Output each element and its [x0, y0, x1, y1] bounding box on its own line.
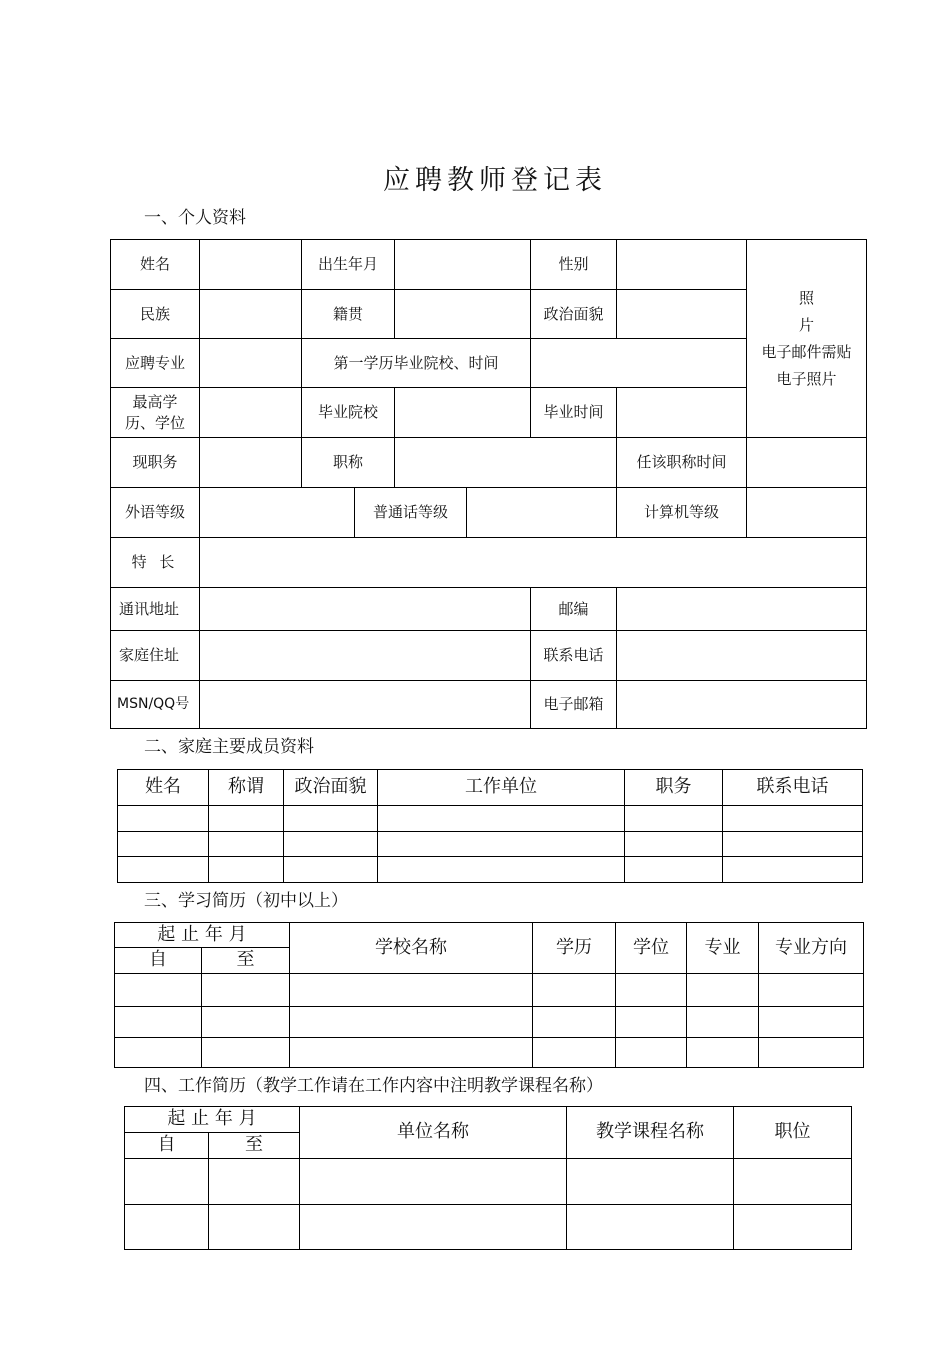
native-place-field[interactable]	[395, 290, 531, 339]
family-header: 工作单位	[378, 770, 625, 806]
page-title: 应聘教师登记表	[383, 165, 607, 196]
study-cell[interactable]	[202, 1006, 290, 1037]
gender-label: 性别	[531, 240, 617, 290]
study-cell[interactable]	[533, 973, 616, 1006]
graduate-school-field[interactable]	[395, 388, 531, 438]
work-courses-header: 教学课程名称	[567, 1107, 734, 1159]
study-cell[interactable]	[759, 1037, 864, 1067]
family-header: 联系电话	[723, 770, 863, 806]
study-cell[interactable]	[290, 1006, 533, 1037]
family-cell[interactable]	[625, 832, 723, 857]
name-label: 姓名	[111, 240, 200, 290]
im-field[interactable]	[200, 681, 531, 729]
study-period-header: 起 止 年 月	[115, 923, 290, 948]
work-table	[124, 1106, 852, 1250]
specialty-field[interactable]	[200, 538, 867, 588]
personal-info-table	[110, 239, 867, 729]
title-field[interactable]	[395, 438, 617, 488]
family-cell[interactable]	[378, 857, 625, 883]
work-cell[interactable]	[300, 1205, 567, 1250]
study-cell[interactable]	[115, 1006, 202, 1037]
study-cell[interactable]	[202, 973, 290, 1006]
study-cell[interactable]	[290, 1037, 533, 1067]
table-row	[118, 832, 863, 857]
work-cell[interactable]	[734, 1205, 852, 1250]
postcode-label: 邮编	[531, 588, 617, 631]
family-header: 职务	[625, 770, 723, 806]
table-row	[115, 1006, 864, 1037]
gender-field[interactable]	[617, 240, 747, 290]
postcode-field[interactable]	[617, 588, 867, 631]
study-cell[interactable]	[687, 1037, 759, 1067]
family-header: 称谓	[209, 770, 284, 806]
graduate-time-label: 毕业时间	[531, 388, 617, 438]
table-row	[125, 1159, 852, 1205]
ethnicity-label: 民族	[111, 290, 200, 339]
foreign-language-label: 外语等级	[111, 488, 200, 538]
foreign-language-field[interactable]	[200, 488, 355, 538]
family-cell[interactable]	[284, 857, 378, 883]
work-cell[interactable]	[209, 1159, 300, 1205]
graduate-school-label: 毕业院校	[302, 388, 395, 438]
family-cell[interactable]	[284, 806, 378, 832]
family-cell[interactable]	[625, 806, 723, 832]
graduate-time-field[interactable]	[617, 388, 747, 438]
work-cell[interactable]	[567, 1159, 734, 1205]
work-cell[interactable]	[300, 1159, 567, 1205]
study-cell[interactable]	[616, 973, 687, 1006]
work-cell[interactable]	[125, 1159, 209, 1205]
computer-field[interactable]	[747, 488, 867, 538]
native-place-label: 籍贯	[302, 290, 395, 339]
name-field[interactable]	[200, 240, 302, 290]
work-to-header: 至	[209, 1133, 300, 1159]
study-cell[interactable]	[687, 973, 759, 1006]
family-cell[interactable]	[118, 857, 209, 883]
applied-major-label: 应聘专业	[111, 339, 200, 388]
family-cell[interactable]	[118, 832, 209, 857]
work-period-header: 起 止 年 月	[125, 1107, 300, 1133]
study-major-header: 专业	[687, 923, 759, 974]
table-row	[125, 1205, 852, 1250]
family-cell[interactable]	[378, 806, 625, 832]
title-time-field[interactable]	[747, 438, 867, 488]
title-time-label: 任该职称时间	[617, 438, 747, 488]
family-cell[interactable]	[723, 806, 863, 832]
address-label: 通讯地址	[111, 588, 200, 631]
family-cell[interactable]	[209, 806, 284, 832]
computer-label: 计算机等级	[617, 488, 747, 538]
photo-box[interactable]	[747, 240, 867, 438]
family-cell[interactable]	[723, 857, 863, 883]
family-cell[interactable]	[209, 857, 284, 883]
family-cell[interactable]	[378, 832, 625, 857]
family-header: 政治面貌	[284, 770, 378, 806]
highest-degree-label: 最高学历、学位	[111, 388, 200, 438]
study-table	[114, 922, 864, 1068]
study-cell[interactable]	[533, 1006, 616, 1037]
family-table	[117, 769, 863, 883]
study-cell[interactable]	[533, 1037, 616, 1067]
work-unit-header: 单位名称	[300, 1107, 567, 1159]
family-header: 姓名	[118, 770, 209, 806]
current-position-field[interactable]	[200, 438, 302, 488]
study-cell[interactable]	[616, 1037, 687, 1067]
table-row	[118, 806, 863, 832]
im-label: MSN/QQ号	[111, 681, 200, 729]
photo-line: 片	[799, 315, 815, 334]
family-cell[interactable]	[625, 857, 723, 883]
study-cell[interactable]	[115, 973, 202, 1006]
email-field[interactable]	[617, 681, 867, 729]
table-row	[118, 857, 863, 883]
applied-major-field[interactable]	[200, 339, 302, 388]
study-cell[interactable]	[616, 1006, 687, 1037]
home-address-field[interactable]	[200, 631, 531, 681]
family-cell[interactable]	[284, 832, 378, 857]
photo-line: 电子邮件需贴	[761, 342, 852, 361]
ethnicity-field[interactable]	[200, 290, 302, 339]
political-status-label: 政治面貌	[531, 290, 617, 339]
work-from-header: 自	[125, 1133, 209, 1159]
title-label: 职称	[302, 438, 395, 488]
table-row	[115, 1037, 864, 1067]
section-study-heading: 三、学习简历（初中以上）	[144, 891, 348, 911]
photo-line: 电子照片	[776, 369, 837, 388]
study-to-header: 至	[202, 948, 290, 973]
study-cell[interactable]	[759, 973, 864, 1006]
study-cell[interactable]	[115, 1037, 202, 1067]
family-cell[interactable]	[723, 832, 863, 857]
study-cell[interactable]	[202, 1037, 290, 1067]
phone-field[interactable]	[617, 631, 867, 681]
address-field[interactable]	[200, 588, 531, 631]
birth-field[interactable]	[395, 240, 531, 290]
study-degree-header: 学位	[616, 923, 687, 974]
email-label: 电子邮箱	[531, 681, 617, 729]
family-cell[interactable]	[118, 806, 209, 832]
first-degree-school-field[interactable]	[531, 339, 747, 388]
work-position-header: 职位	[734, 1107, 852, 1159]
study-school-header: 学校名称	[290, 923, 533, 974]
work-cell[interactable]	[567, 1205, 734, 1250]
current-position-label: 现职务	[111, 438, 200, 488]
section-family-heading: 二、家庭主要成员资料	[144, 737, 314, 757]
political-status-field[interactable]	[617, 290, 747, 339]
study-cell[interactable]	[759, 1006, 864, 1037]
section-work-heading: 四、工作简历（教学工作请在工作内容中注明教学课程名称）	[144, 1076, 603, 1096]
home-address-label: 家庭住址	[111, 631, 200, 681]
work-cell[interactable]	[209, 1205, 300, 1250]
study-education-header: 学历	[533, 923, 616, 974]
birth-label: 出生年月	[302, 240, 395, 290]
work-cell[interactable]	[734, 1159, 852, 1205]
mandarin-label: 普通话等级	[355, 488, 467, 538]
study-cell[interactable]	[687, 1006, 759, 1037]
study-direction-header: 专业方向	[759, 923, 864, 974]
work-cell[interactable]	[125, 1205, 209, 1250]
specialty-label: 特 长	[111, 538, 200, 588]
study-cell[interactable]	[290, 973, 533, 1006]
photo-line: 照	[799, 288, 815, 307]
family-cell[interactable]	[209, 832, 284, 857]
highest-degree-field[interactable]	[200, 388, 302, 438]
phone-label: 联系电话	[531, 631, 617, 681]
section-personal-heading: 一、个人资料	[144, 208, 246, 228]
mandarin-field[interactable]	[467, 488, 617, 538]
table-row	[115, 973, 864, 1006]
study-from-header: 自	[115, 948, 202, 973]
first-degree-school-label: 第一学历毕业院校、时间	[302, 339, 531, 388]
